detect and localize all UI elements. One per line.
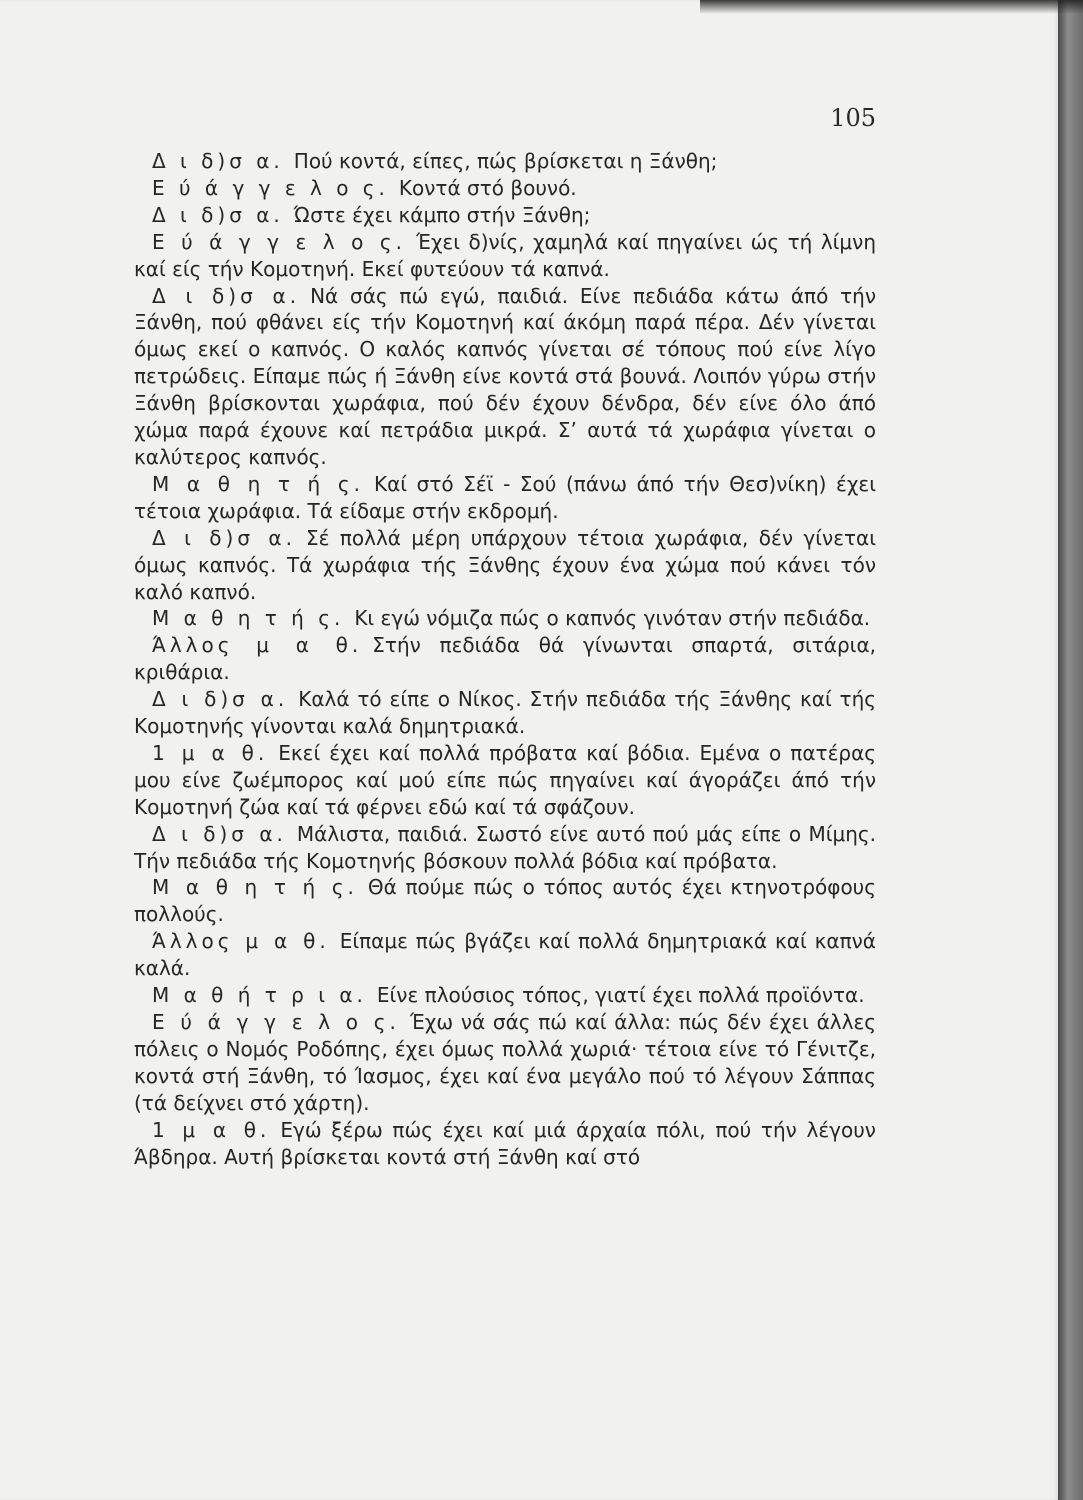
- speech-text: Μάλιστα, παιδιά. Σωστό είνε αυτό πού μάς είπε ο Μίμης. Τήν πεδιάδα τής Κομοτηνής βόσκουν πολλά βόδια καί πρόβατα.: [134, 821, 876, 873]
- speaker-label: Άλλος μ α θ.: [152, 633, 363, 658]
- dialogue-paragraph: [134, 148, 876, 175]
- dialogue-paragraph: [134, 605, 876, 632]
- speech-text: Νά σάς πώ εγώ, παιδιά. Είνε πεδιάδα κάτω άπό τήν Ξάνθη, πού φθάνει είς τήν Κομοτηνή καί άκόμη παρά πέρα. Δέν γίνεται όμως εκεί ο καπνός. Ο καλός καπνός γίνεται σέ τόπους πού είνε λίγο πετρώδεις. Είπαμε πώς ή Ξάνθη είνε κοντά στά βουνά. Λοιπόν γύρω στήν Ξάνθη βρίσκονται χωράφια, πού δέν έχουν δένδρα, δέν είνε όλο άπό χώμα παρά έχουνε καί πετράδια μικρά. Σ’ αυτά τά χωράφια γίνεται ο καλύτερος καπνός.: [134, 283, 876, 469]
- dialogue-paragraph: [134, 982, 876, 1009]
- speech-text: Στήν πεδιάδα θά γίνωνται σπαρτά, σιτάρια, κριθάρια.: [134, 633, 876, 685]
- speaker-label: Ε ύ ά γ γ ε λ ο ς.: [152, 175, 389, 200]
- dialogue-paragraph: [134, 202, 876, 229]
- dialogue-text: [134, 148, 876, 1170]
- speaker-label: Δ ι δ)σ α.: [152, 821, 287, 846]
- speech-text: Καλά τό είπε ο Νίκος. Στήν πεδιάδα τής Ξάνθης καί τής Κομοτηνής γίνονται καλά δημητριακά.: [134, 687, 877, 739]
- dialogue-paragraph: [134, 686, 876, 740]
- speech-text: Καί στό Σέϊ - Σού (πάνω άπό τήν Θεσ)νίκη) έχει τέτοια χωράφια. Τά είδαμε στήν εκδρομή.: [134, 471, 876, 523]
- speech-text: Έχει δ)νίς, χαμηλά καί πηγαίνει ώς τή λίμνη καί είς τήν Κομοτηνή. Εκεί φυτεύουν τά καπνά.: [134, 229, 876, 281]
- speaker-label: Δ ι δ)σ α.: [152, 283, 301, 308]
- dialogue-paragraph: [134, 928, 876, 982]
- speech-text: Κι εγώ νόμιζα πώς ο καπνός γινόταν στήν πεδιάδα.: [354, 606, 871, 631]
- dialogue-paragraph: [134, 1117, 876, 1171]
- speech-text: Κοντά στό βουνό.: [398, 175, 577, 200]
- speaker-label: 1 μ α θ.: [152, 1117, 271, 1142]
- speech-text: Εκεί έχει καί πολλά πρόβατα καί βόδια. Εμένα ο πατέρας μου είνε ζωέμπορος καί μού είπε πώς πηγαίνει καί άγοράζει άπό τήν Κομοτηνή ζώα καί τά φέρνει εδώ καί τά σφάζουν.: [134, 740, 876, 819]
- speech-text: Είνε πλούσιος τόπος, γιατί έχει πολλά προϊόντα.: [376, 983, 865, 1008]
- speech-text: Είπαμε πώς βγάζει καί πολλά δημητριακά καί καπνά καλά.: [134, 929, 876, 981]
- dialogue-paragraph: [134, 175, 876, 202]
- speech-text: Εγώ ξέρω πώς έχει καί μιά άρχαία πόλι, πού τήν λέγουν Άβδηρα. Αυτή βρίσκεται κοντά στή Ξάνθη καί στό: [134, 1117, 876, 1169]
- dialogue-paragraph: [134, 740, 876, 821]
- speaker-label: Ε ύ ά γ γ ε λ ο ς.: [152, 229, 406, 254]
- speech-text: Θά πούμε πώς ο τόπος αυτός έχει κτηνοτρόφους πολλούς.: [134, 875, 876, 927]
- scan-edge-shadow: [1058, 0, 1083, 1500]
- speech-text: Έχω νά σάς πώ καί άλλα: πώς δέν έχει άλλες πόλεις ο Νομός Ροδόπης, έχει όμως πολλά χωριά· τέτοια είνε τό Γένιτζε, κοντά στή Ξάνθη, τό Ίασμος, έχει καί ένα μεγάλο πού τό λέγουν Σάππας (τά δείχνει στό χάρτη).: [134, 1010, 876, 1115]
- speech-text: Ώστε έχει κάμπο στήν Ξάνθη;: [293, 202, 591, 227]
- speaker-label: Μ α θ η τ ή ς.: [152, 471, 364, 496]
- dialogue-paragraph: [134, 874, 876, 928]
- scan-top-shadow: [700, 0, 1083, 14]
- dialogue-paragraph: [134, 229, 876, 283]
- speaker-label: Μ α θ ή τ ρ ι α.: [152, 983, 367, 1008]
- speaker-label: 1 μ α θ.: [152, 740, 269, 765]
- speaker-label: Άλλος μ α θ.: [152, 929, 330, 954]
- speech-text: Σέ πολλά μέρη υπάρχουν τέτοια χωράφια, δέν γίνεται όμως καπνός. Τά χωράφια τής Ξάνθης έχουν ένα χώμα πού κάνει τόν καλό καπνό.: [134, 525, 877, 604]
- speech-text: Πού κοντά, είπες, πώς βρίσκεται η Ξάνθη;: [293, 149, 718, 173]
- speaker-label: Δ ι δ)σ α.: [152, 687, 289, 712]
- page-number: 105: [830, 104, 876, 132]
- dialogue-paragraph: [134, 632, 876, 686]
- dialogue-paragraph: [134, 283, 876, 471]
- dialogue-paragraph: [134, 1009, 876, 1117]
- speaker-label: Δ ι δ)σ α.: [152, 525, 296, 550]
- dialogue-paragraph: [134, 471, 876, 525]
- speaker-label: Δ ι δ)σ α.: [152, 149, 284, 173]
- speaker-label: Μ α θ η τ ή ς.: [152, 875, 358, 900]
- speaker-label: Μ α θ η τ ή ς.: [152, 606, 345, 631]
- speaker-label: Δ ι δ)σ α.: [152, 202, 284, 227]
- dialogue-paragraph: [134, 821, 876, 875]
- dialogue-paragraph: [134, 525, 876, 606]
- speaker-label: Ε ύ ά γ γ ε λ ο ς.: [152, 1010, 400, 1034]
